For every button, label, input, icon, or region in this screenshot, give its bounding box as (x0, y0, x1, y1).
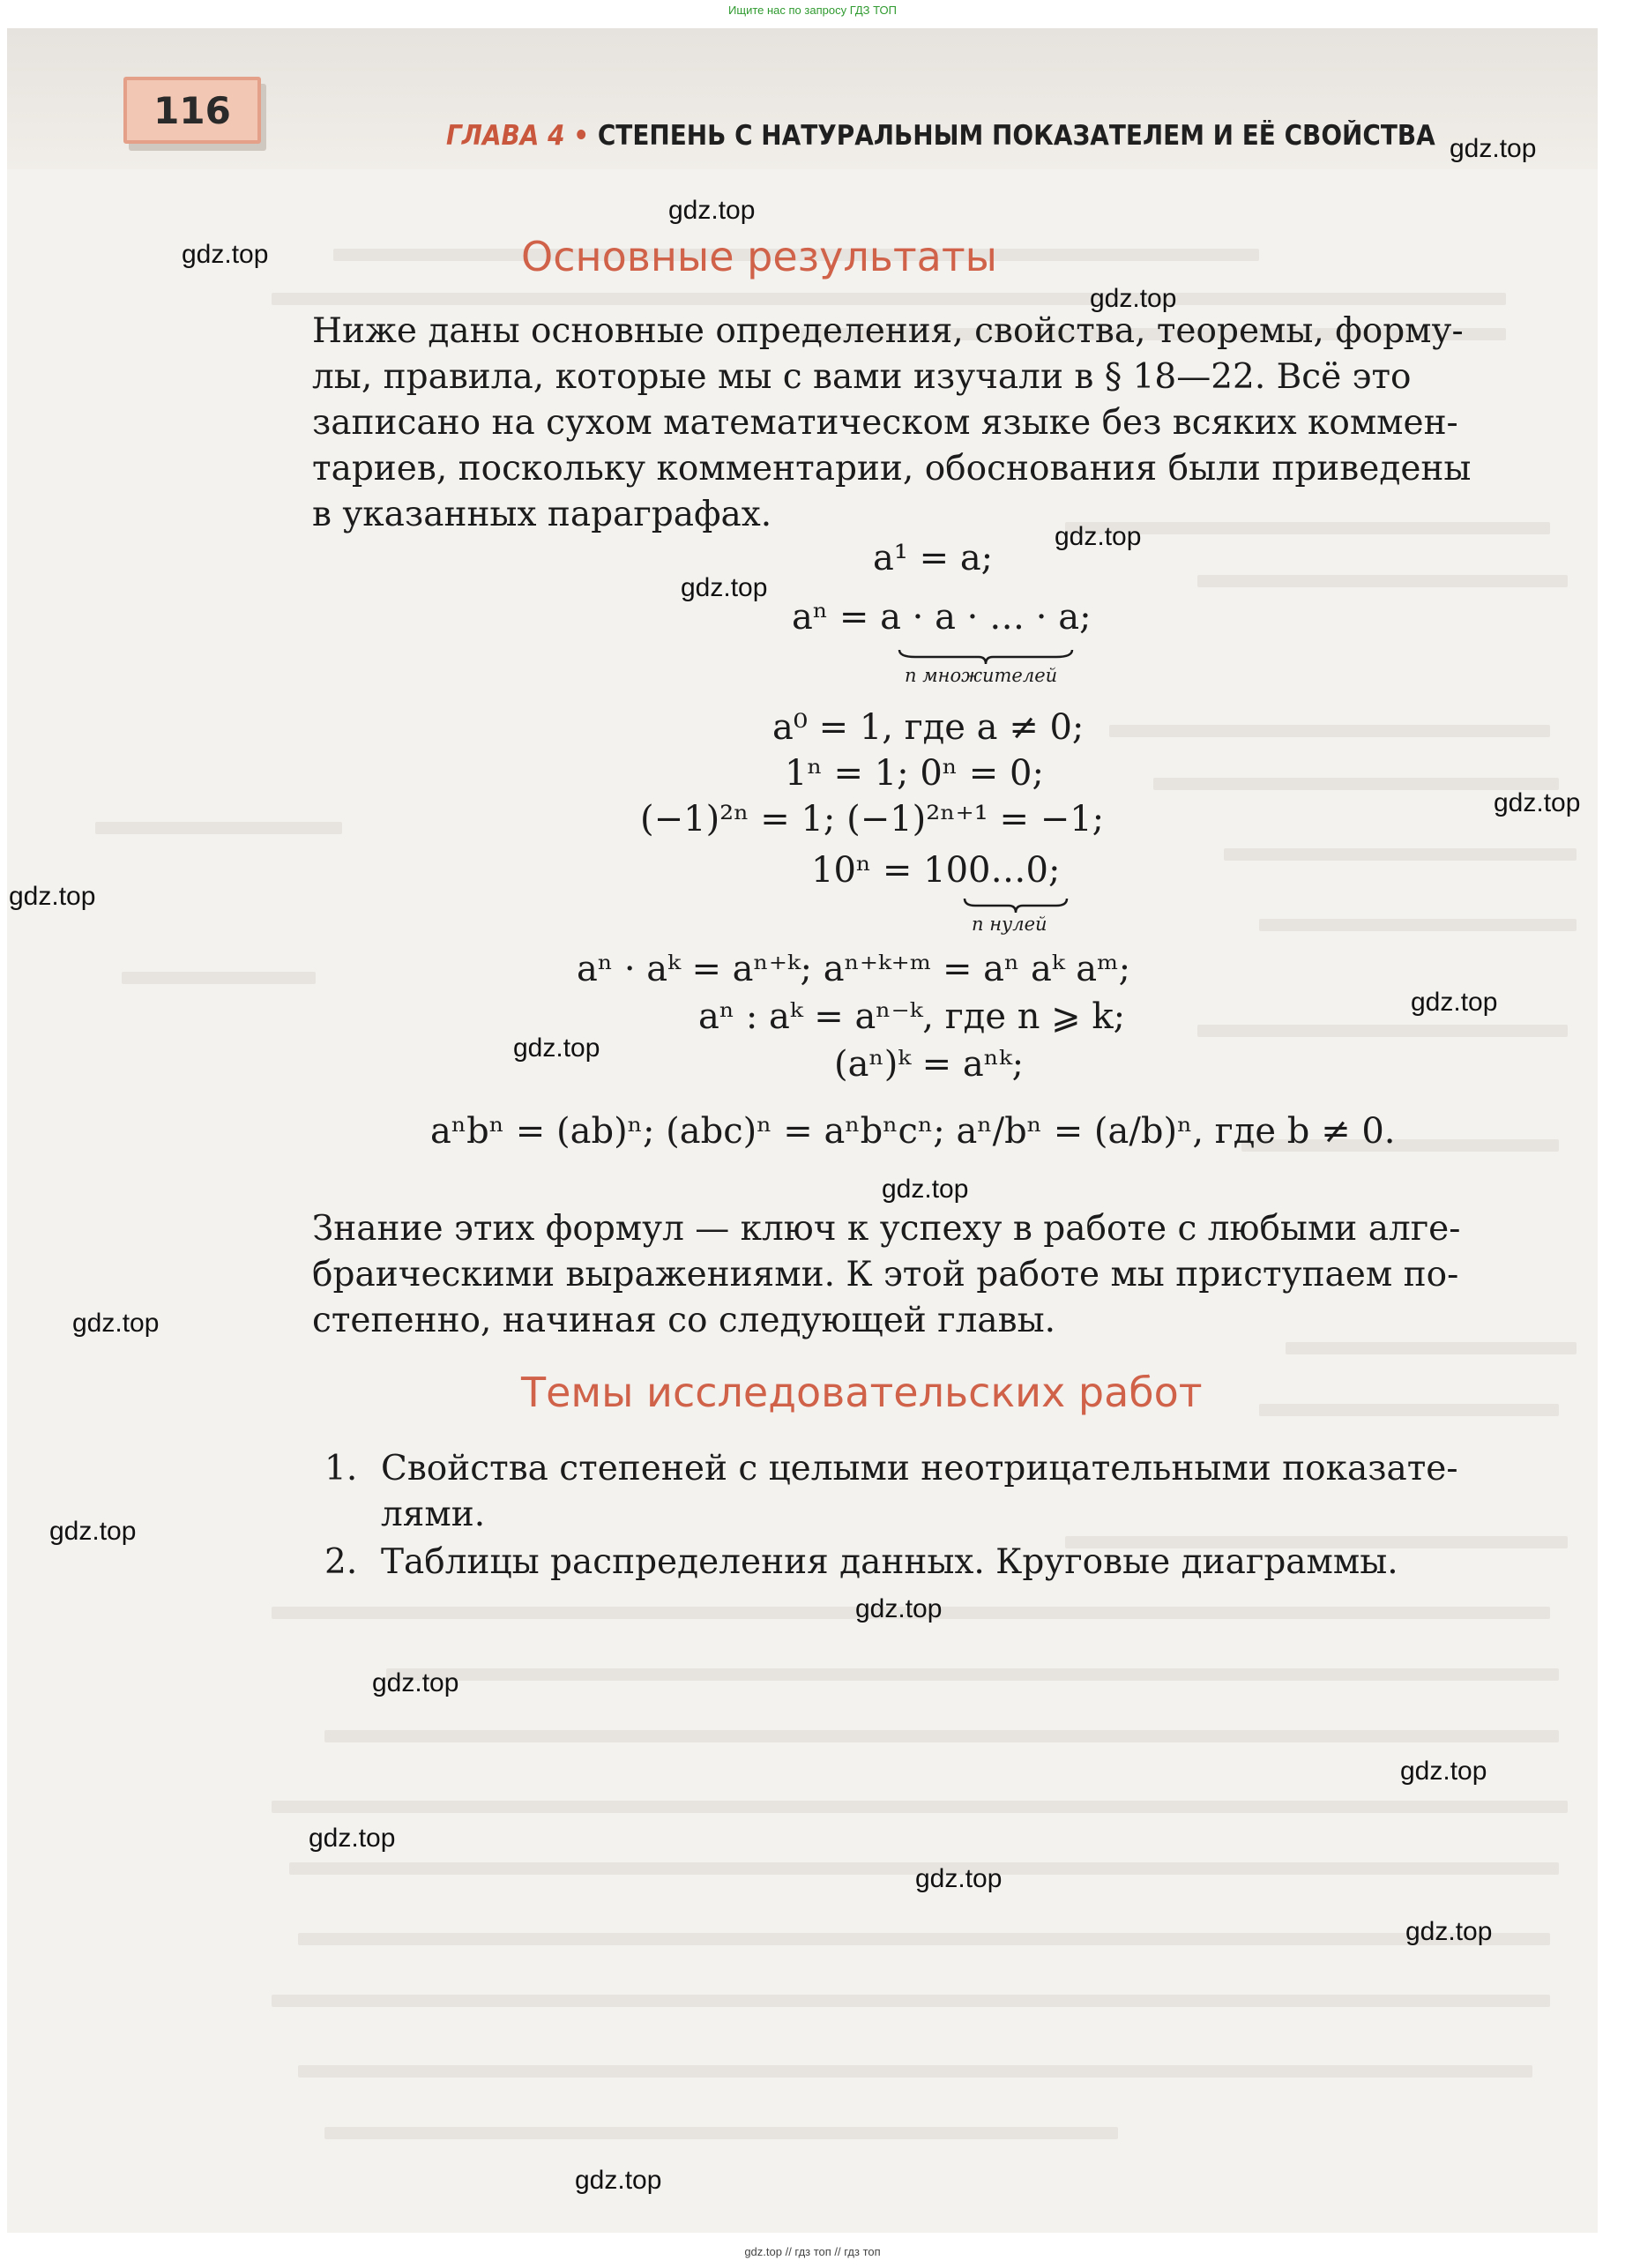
textbook-page (7, 28, 1598, 2233)
watermark: gdz.top (1090, 284, 1177, 313)
watermark: gdz.top (182, 240, 269, 269)
outro-line: степенно, начиная со следующей главы. (312, 1301, 1056, 1340)
watermark: gdz.top (668, 196, 756, 225)
watermark: gdz.top (1400, 1757, 1487, 1786)
watermark: gdz.top (1055, 522, 1142, 551)
section-heading-main-results: Основные результаты (521, 233, 997, 280)
watermark: gdz.top (1450, 134, 1537, 163)
watermark: gdz.top (575, 2166, 662, 2195)
intro-line: лы, правила, которые мы с вами изучали в § 18—22. Всё это (312, 357, 1412, 397)
watermark: gdz.top (49, 1517, 137, 1546)
research-topic-item (312, 1446, 1564, 1543)
watermark: gdz.top (882, 1175, 969, 1204)
formula-power-one: a¹ = a; (873, 538, 994, 578)
formula-quotient-powers: aⁿ : aᵏ = aⁿ⁻ᵏ, где n ⩾ k; (698, 996, 1126, 1037)
formula-ten-power: 10ⁿ = 100…0; (811, 850, 1061, 891)
watermark: gdz.top (513, 1033, 600, 1063)
watermark: gdz.top (72, 1309, 160, 1338)
chapter-title (446, 120, 1435, 152)
section-heading-research-topics: Темы исследовательских работ (521, 1369, 1203, 1416)
list-text (381, 1540, 1562, 1585)
watermark: gdz.top (9, 882, 96, 911)
formula-one-zero-power: 1ⁿ = 1; 0ⁿ = 0; (785, 753, 1044, 794)
top-notice: Ищите нас по запросу ГДЗ ТОП (728, 4, 897, 17)
watermark: gdz.top (855, 1594, 943, 1623)
formula-product-powers: aⁿ · aᵏ = aⁿ⁺ᵏ; aⁿ⁺ᵏ⁺ᵐ = aⁿ aᵏ aᵐ; (577, 949, 1131, 989)
list-text-line: Таблицы распределения данных. Круговые диаграммы. (381, 1542, 1398, 1582)
research-topic-item (312, 1540, 1564, 1589)
formula-power-definition: aⁿ = a · a · … · a; (792, 597, 1092, 638)
intro-line: Ниже даны основные определения, свойства, теоремы, форму- (312, 311, 1464, 351)
formula-zero-power: a⁰ = 1, где a ≠ 0; (772, 707, 1085, 748)
list-text (381, 1446, 1562, 1538)
list-number: 2. (324, 1542, 358, 1582)
watermark: gdz.top (1411, 988, 1498, 1017)
outro-line: браическими выражениями. К этой работе мы приступаем по- (312, 1255, 1459, 1294)
underbrace-factors (898, 648, 1074, 666)
list-text-line: лями. (381, 1495, 486, 1534)
label-n-zeros: n нулей (972, 914, 1047, 935)
chapter-bullet: • (573, 120, 590, 152)
intro-line: записано на сухом математическом языке без всяких коммен- (312, 403, 1458, 443)
page-number: 116 (123, 77, 261, 144)
watermark: gdz.top (309, 1824, 396, 1853)
formula-product-quotient: aⁿbⁿ = (ab)ⁿ; (abc)ⁿ = aⁿbⁿcⁿ; aⁿ/bⁿ = (a/b)ⁿ, где b ≠ 0. (430, 1111, 1396, 1152)
list-text-line: Свойства степеней с целыми неотрицательными показате- (381, 1449, 1458, 1488)
watermark: gdz.top (681, 573, 768, 602)
bottom-notice: gdz.top // гдз топ // гдз топ (744, 2245, 881, 2258)
intro-line: в указанных параграфах. (312, 495, 772, 534)
watermark: gdz.top (915, 1864, 1003, 1893)
watermark: gdz.top (372, 1668, 459, 1697)
intro-paragraph (312, 309, 1564, 538)
watermark: gdz.top (1405, 1917, 1493, 1946)
outro-line: Знание этих формул — ключ к успеху в работе с любыми алге- (312, 1209, 1461, 1249)
chapter-name: СТЕПЕНЬ С НАТУРАЛЬНЫМ ПОКАЗАТЕЛЕМ И ЕЁ СВОЙСТВА (597, 120, 1435, 152)
label-n-factors: n множителей (905, 665, 1058, 686)
intro-line: тариев, поскольку комментарии, обоснования были приведены (312, 449, 1472, 489)
formula-power-of-power: (aⁿ)ᵏ = aⁿᵏ; (834, 1044, 1025, 1085)
formula-minus-one-power: (−1)²ⁿ = 1; (−1)²ⁿ⁺¹ = −1; (640, 799, 1105, 839)
underbrace-zeros (963, 897, 1069, 914)
outro-paragraph (312, 1206, 1564, 1344)
watermark: gdz.top (1494, 788, 1581, 817)
list-number: 1. (324, 1449, 358, 1488)
chapter-label: ГЛАВА 4 (446, 120, 565, 152)
